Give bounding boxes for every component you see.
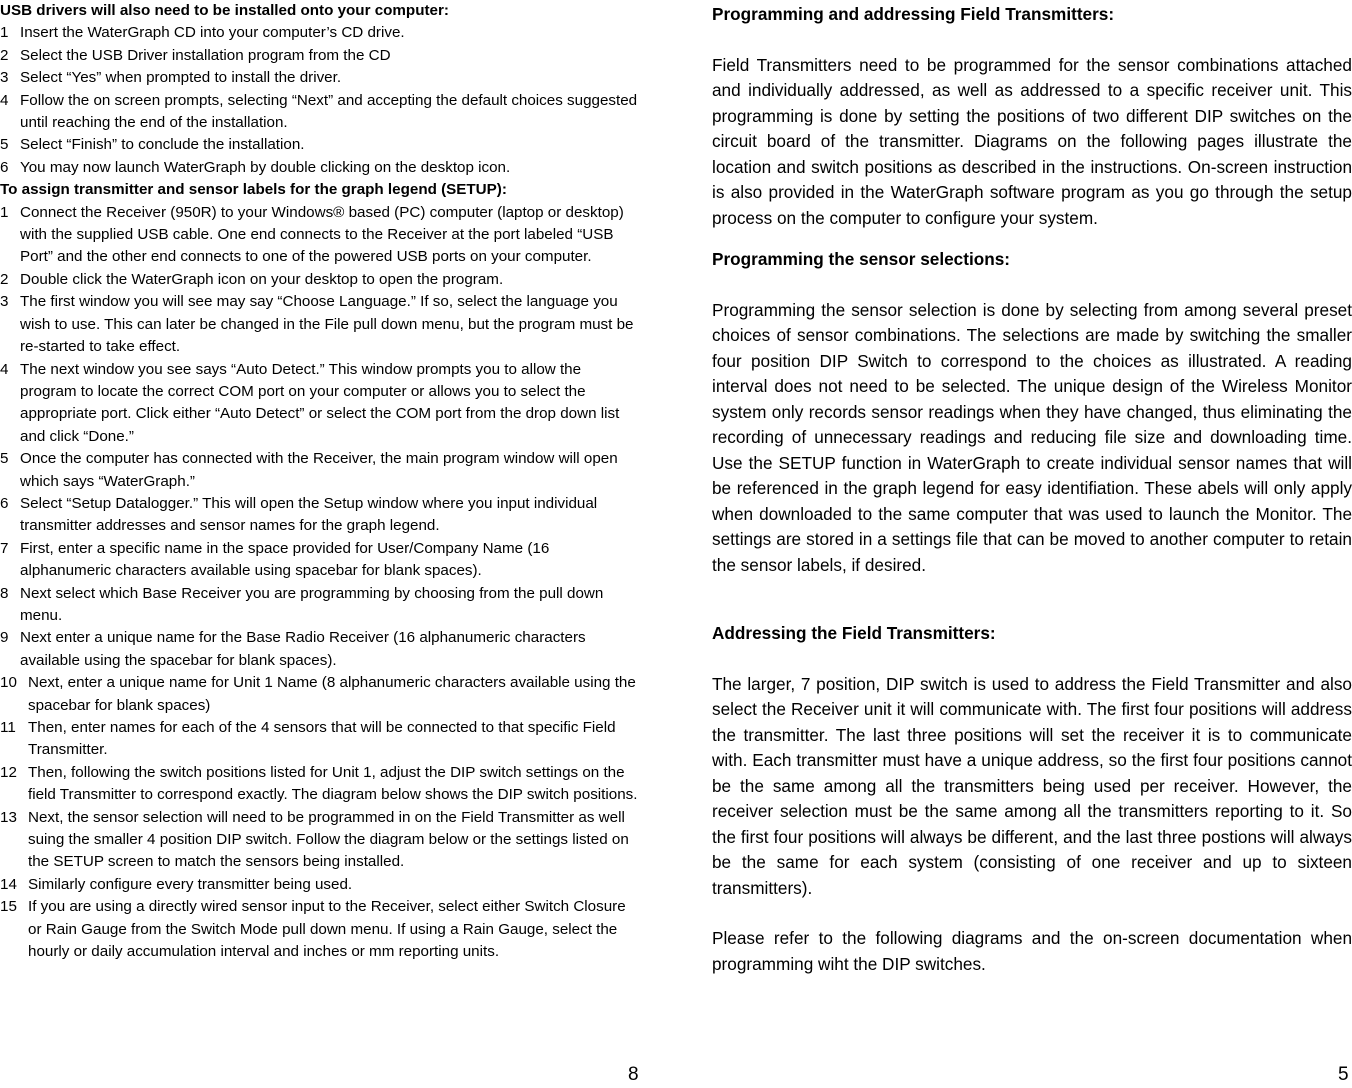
- item-text: Next, enter a unique name for Unit 1 Name (8 alphanumeric characters available using the spacebar for blank spaces): [28, 674, 636, 714]
- item-number: 14: [0, 875, 17, 893]
- list-item: [0, 359, 640, 449]
- item-number: 1: [0, 24, 9, 42]
- item-text: Next select which Base Receiver you are programming by choosing from the pull down menu.: [20, 584, 604, 624]
- sensor-selections-heading: Programming the sensor selections:: [712, 249, 1010, 269]
- list-item: [0, 762, 640, 807]
- item-text: Double click the WaterGraph icon on your desktop to open the program.: [20, 270, 504, 288]
- item-number: 13: [0, 808, 17, 826]
- item-number: 6: [0, 158, 9, 176]
- item-text: Select “Finish” to conclude the installation.: [20, 136, 305, 154]
- list-item: [0, 202, 640, 269]
- item-number: 2: [0, 270, 9, 288]
- item-number: 10: [0, 674, 17, 692]
- item-text: Select the USB Driver installation program from the CD: [20, 46, 391, 64]
- usb-steps-list: [0, 22, 640, 179]
- item-number: 3: [0, 293, 9, 311]
- usb-drivers-heading: USB drivers will also need to be installed onto your computer:: [0, 2, 449, 19]
- list-item: [0, 269, 640, 291]
- setup-steps-list: [0, 202, 640, 964]
- list-item: [0, 291, 640, 358]
- item-text: Select “Setup Datalogger.” This will open the Setup window where you input individual transmitter addresses and sensor names for the graph legend.: [20, 494, 598, 535]
- item-number: 12: [0, 763, 17, 781]
- list-item: [0, 672, 640, 717]
- item-text: First, enter a specific name in the space provided for User/Company Name (16 alphanumeric characters available using spacebar for blank spaces).: [20, 539, 550, 580]
- item-number: 5: [0, 450, 9, 468]
- item-number: 7: [0, 539, 9, 557]
- item-number: 4: [0, 360, 9, 378]
- item-text: Next, the sensor selection will need to be programmed in on the Field Transmitter as well suing the smaller 4 position DIP switch. Follow the diagram below or the settings listed on the SETUP screen to match the sensors being installed.: [28, 808, 629, 871]
- item-number: 6: [0, 494, 9, 512]
- right-page: [712, 2, 1352, 977]
- list-item: [0, 67, 640, 89]
- item-number: 15: [0, 898, 17, 916]
- left-page: [0, 0, 640, 963]
- list-item: [0, 538, 640, 583]
- list-item: [0, 583, 640, 628]
- item-text: Once the computer has connected with the Receiver, the main program window will open which says “WaterGraph.”: [20, 450, 618, 490]
- item-text: Follow the on screen prompts, selecting “Next” and accepting the default choices suggested until reaching the end of the installation.: [20, 91, 638, 132]
- list-item: [0, 90, 640, 135]
- refer-paragraph: Please refer to the following diagrams and the on-screen documentation when programming wiht the DIP switches.: [712, 928, 1352, 974]
- sensor-selections-paragraph: Programming the sensor selection is done by selecting from among several preset choices of sensor combinations. The selections are made by switching the smaller four position DIP Switch to correspond to the choices as illustrated. A reading interval does not need to be selected. The unique design of the Wireless Monitor system only records sensor readings when they have changed, thus eliminating the recording of unnecessary readings and reducing file size and downloading time. Use the SETUP function in WaterGraph to create individual sensor names that will be referenced in the graph legend for easy identifiation. These abels will only apply when downloaded to the same computer that was used to launch the Monitor. The settings are stored in a settings file that can be moved to another computer to retain the sensor labels, if desired.: [712, 299, 1352, 575]
- item-number: 1: [0, 203, 9, 221]
- item-text: You may now launch WaterGraph by double clicking on the desktop icon.: [20, 158, 511, 176]
- item-number: 11: [0, 719, 16, 736]
- item-number: 2: [0, 46, 9, 64]
- programming-paragraph: Field Transmitters need to be programmed for the sensor combinations attached and individually addressed, as well as addressed to a specific receiver unit. This programming is done by setting the positions of two different DIP switches on the circuit board of the transmitter. Diagrams on the following pages illustrate the location and switch positions as described in the instructions. On-screen instruction is also provided in the WaterGraph software program as you go through the setup process on the computer to configure your system.: [712, 54, 1352, 228]
- item-text: Select “Yes” when prompted to install the driver.: [20, 69, 342, 87]
- item-text: Then, following the switch positions listed for Unit 1, adjust the DIP switch settings on the field Transmitter to correspond exactly. The diagram below shows the DIP switch positions.: [28, 763, 638, 804]
- item-number: 3: [0, 69, 9, 87]
- item-number: 8: [0, 584, 9, 602]
- item-text: Next enter a unique name for the Base Radio Receiver (16 alphanumeric characters available using the spacebar for blank spaces).: [20, 629, 586, 669]
- list-item: [0, 874, 640, 896]
- setup-heading: To assign transmitter and sensor labels for the graph legend (SETUP):: [0, 181, 507, 199]
- list-item: [0, 45, 640, 67]
- list-item: [0, 896, 640, 963]
- item-text: If you are using a directly wired sensor input to the Receiver, select either Switch Closure or Rain Gauge from the Switch Mode pull down menu. If using a Rain Gauge, select the hourly or daily accumulation interval and inches or mm reporting units.: [28, 898, 626, 961]
- left-page-number: 8: [628, 1064, 639, 1085]
- item-number: 4: [0, 91, 9, 109]
- right-page-number: 5: [1338, 1064, 1349, 1085]
- list-item: [0, 493, 640, 538]
- item-number: 9: [0, 629, 9, 647]
- programming-heading: Programming and addressing Field Transmitters:: [712, 4, 1115, 24]
- list-item: [0, 448, 640, 493]
- list-item: [0, 22, 640, 44]
- item-text: Insert the WaterGraph CD into your computer’s CD drive.: [20, 24, 405, 42]
- list-item: [0, 717, 640, 762]
- item-number: 5: [0, 136, 9, 154]
- addressing-paragraph: The larger, 7 position, DIP switch is used to address the Field Transmitter and also select the Receiver unit it will communicate with. The first four positions will address the transmitter. The last three positions will set the receiver it is to communicate with. Each transmitter must have a unique address, so the first four positions cannot be the same among all the transmitters being used per receiver. However, the receiver selection must be the same among all the transmitters reporting to it. So the first four positions will always be different, and the last three postions will always be the same for each system (consisting of one receiver and up to sixteen transmitters).: [712, 673, 1352, 898]
- item-text: Similarly configure every transmitter being used.: [28, 875, 353, 893]
- list-item: [0, 627, 640, 672]
- list-item: [0, 807, 640, 874]
- list-item: [0, 134, 640, 156]
- item-text: Connect the Receiver (950R) to your Windows® based (PC) computer (laptop or desktop) with the supplied USB cable. One end connects to the Receiver at the port labeled “USB Port” and the other end connects to one of the powered USB ports on your computer.: [20, 203, 624, 266]
- item-text: The first window you will see may say “Choose Language.” If so, select the language you wish to use. This can later be changed in the File pull down menu, but the program must be re-started to take effect.: [20, 293, 634, 356]
- addressing-heading: Addressing the Field Transmitters:: [712, 623, 996, 643]
- item-text: Then, enter names for each of the 4 sensors that will be connected to that specific Field Transmitter.: [28, 719, 616, 759]
- item-text: The next window you see says “Auto Detect.” This window prompts you to allow the program to locate the correct COM port on your computer or allows you to select the appropriate port. Click either “Auto Detect” or select the COM port from the drop down list and click “Done.”: [20, 360, 620, 445]
- list-item: [0, 157, 640, 179]
